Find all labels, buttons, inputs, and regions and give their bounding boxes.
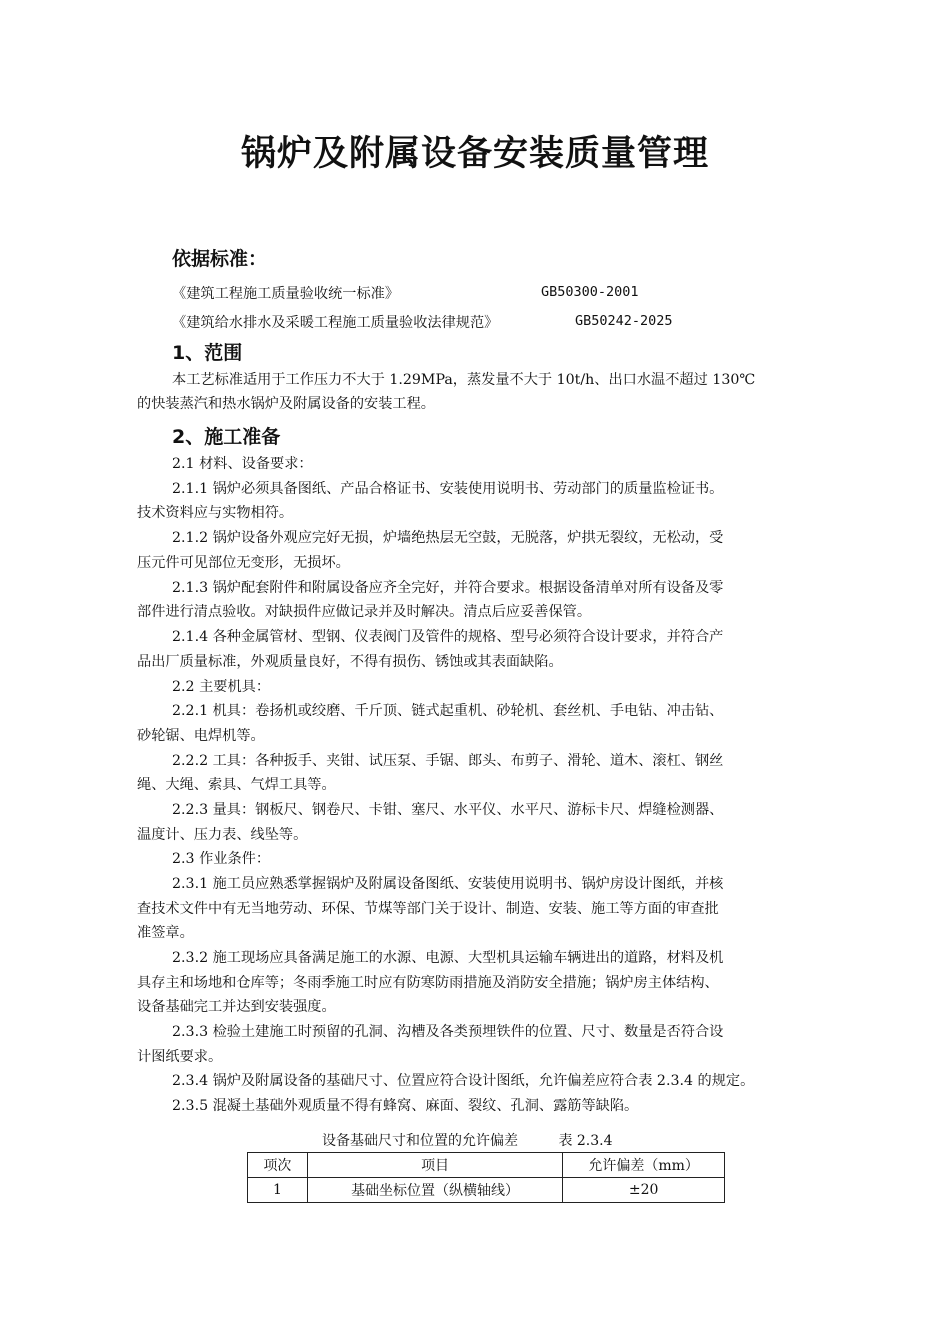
paragraph-line: 准签章。 <box>137 925 194 941</box>
table-header-cell: 项目 <box>307 1153 562 1178</box>
standard-name: 《建筑工程施工质量验收统一标准》 <box>172 286 400 302</box>
table-header-row <box>248 1153 725 1178</box>
paragraph-line: 2.2.3 量具：钢板尺、钢卷尺、卡钳、塞尺、水平仪、水平尺、游标卡尺、焊缝检测器、 <box>172 802 724 818</box>
paragraph-line: 设备基础完工并达到安装强度。 <box>137 999 336 1015</box>
paragraph-line: 部件进行清点验收。对缺损件应做记录并及时解决。清点后应妥善保管。 <box>137 604 592 620</box>
table-header-cell: 允许偏差（mm） <box>563 1153 725 1178</box>
basis-heading: 依据标准： <box>172 248 268 270</box>
table-row <box>248 1178 725 1203</box>
paragraph-line: 2.2 主要机具： <box>172 679 271 695</box>
paragraph-line: 品出厂质量标准，外观质量良好，不得有损伤、锈蚀或其表面缺陷。 <box>137 654 563 670</box>
tolerance-table <box>247 1152 725 1203</box>
paragraph-line: 2.3 作业条件： <box>172 851 271 867</box>
paragraph-line: 本工艺标准适用于工作压力不大于 1.29MPa，蒸发量不大于 10t/h、出口水温不超过 130℃ <box>172 372 756 388</box>
table-cell: 1 <box>248 1178 308 1203</box>
paragraph-line: 技术资料应与实物相符。 <box>137 505 294 521</box>
paragraph-line: 2.1.3 锅炉配套附件和附属设备应齐全完好，并符合要求。根据设备清单对所有设备及零 <box>172 580 724 596</box>
table-number: 表 2.3.4 <box>558 1133 613 1149</box>
paragraph-line: 温度计、压力表、线坠等。 <box>137 827 308 843</box>
section-heading-scope: 1、范围 <box>172 342 243 364</box>
paragraph-line: 2.2.2 工具：各种扳手、夹钳、试压泵、手锯、郎头、布剪子、滑轮、道木、滚杠、钢丝 <box>172 753 724 769</box>
paragraph-line: 2.3.2 施工现场应具备满足施工的水源、电源、大型机具运输车辆进出的道路，材料及机 <box>172 950 724 966</box>
paragraph-line: 2.3.1 施工员应熟悉掌握锅炉及附属设备图纸、安装使用说明书、锅炉房设计图纸，并核 <box>172 876 724 892</box>
paragraph-line: 2.1.4 各种金属管材、型钢、仪表阀门及管件的规格、型号必须符合设计要求，并符合产 <box>172 629 724 645</box>
table-header-cell: 项次 <box>248 1153 308 1178</box>
table-cell: 基础坐标位置（纵横轴线） <box>307 1178 562 1203</box>
paragraph-line: 2.3.4 锅炉及附属设备的基础尺寸、位置应符合设计图纸，允许偏差应符合表 2.3.4 的规定。 <box>172 1073 755 1089</box>
paragraph-line: 的快装蒸汽和热水锅炉及附属设备的安装工程。 <box>137 396 435 412</box>
paragraph-line: 2.3.5 混凝土基础外观质量不得有蜂窝、麻面、裂纹、孔洞、露筋等缺陷。 <box>172 1098 639 1114</box>
paragraph-line: 压元件可见部位无变形，无损坏。 <box>137 555 350 571</box>
paragraph-line: 2.2.1 机具：卷扬机或绞磨、千斤顶、链式起重机、砂轮机、套丝机、手电钻、冲击钻、 <box>172 703 724 719</box>
paragraph-line: 绳、大绳、索具、气焊工具等。 <box>137 777 336 793</box>
paragraph-line: 2.1 材料、设备要求： <box>172 456 313 472</box>
paragraph-line: 计图纸要求。 <box>137 1049 223 1065</box>
section-heading-preparation: 2、施工准备 <box>172 426 281 448</box>
standard-code: GB50300-2001 <box>541 284 639 300</box>
table-caption <box>322 1130 613 1150</box>
standard-code: GB50242-2025 <box>575 313 673 329</box>
table-caption-text: 设备基础尺寸和位置的允许偏差 <box>322 1133 518 1149</box>
paragraph-line: 具存主和场地和仓库等；冬雨季施工时应有防寒防雨措施及消防安全措施；锅炉房主体结构、 <box>137 975 719 991</box>
paragraph-line: 查技术文件中有无当地劳动、环保、节煤等部门关于设计、制造、安装、施工等方面的审查批 <box>137 901 719 917</box>
table-cell: ±20 <box>563 1178 725 1203</box>
standard-name: 《建筑给水排水及采暖工程施工质量验收法律规范》 <box>172 315 499 331</box>
document-title: 锅炉及附属设备安装质量管理 <box>240 134 709 174</box>
paragraph-line: 砂轮锯、电焊机等。 <box>137 728 265 744</box>
paragraph-line: 2.3.3 检验土建施工时预留的孔洞、沟槽及各类预埋铁件的位置、尺寸、数量是否符合设 <box>172 1024 724 1040</box>
paragraph-line: 2.1.2 锅炉设备外观应完好无损，炉墙绝热层无空鼓，无脱落，炉拱无裂纹，无松动，受 <box>172 530 724 546</box>
paragraph-line: 2.1.1 锅炉必须具备图纸、产品合格证书、安装使用说明书、劳动部门的质量监检证书。 <box>172 481 724 497</box>
